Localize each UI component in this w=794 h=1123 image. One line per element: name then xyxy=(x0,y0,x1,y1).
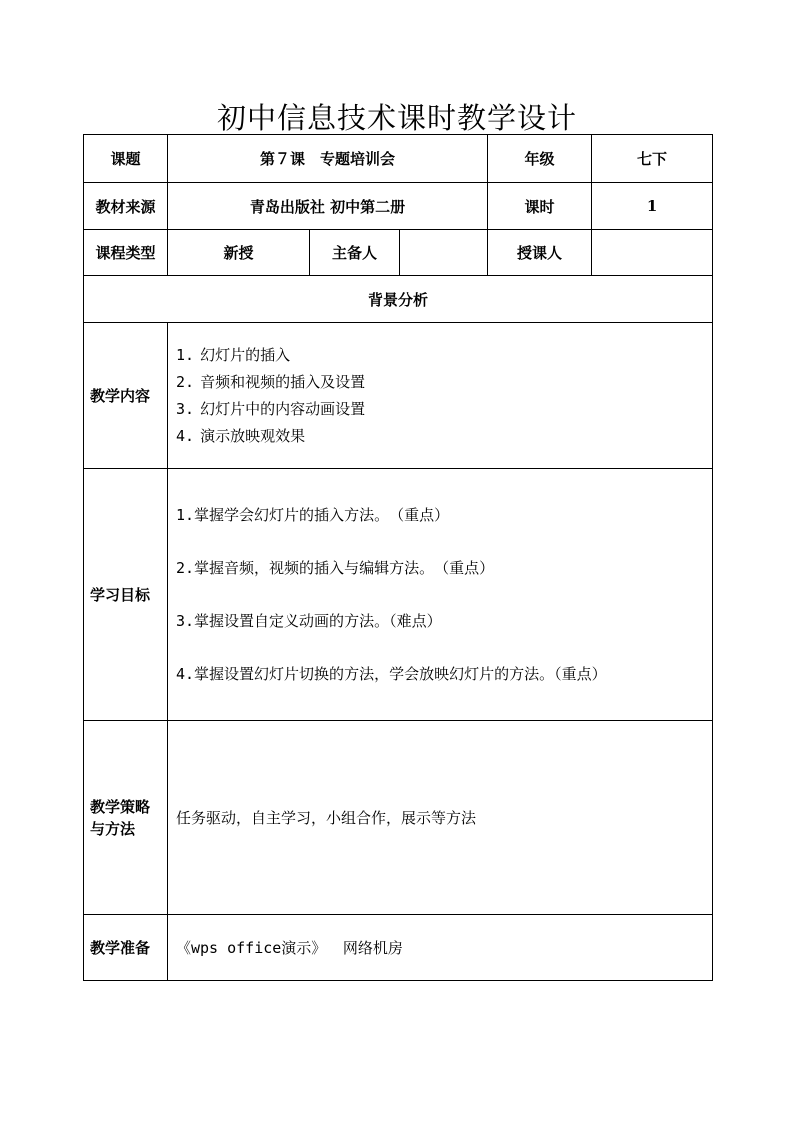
preparer-label: 主备人 xyxy=(310,230,400,276)
page-title: 初中信息技术课时教学设计 xyxy=(216,101,577,135)
header-row-topic xyxy=(84,135,713,183)
hours-value: 1 xyxy=(592,183,713,230)
course-type-value: 新授 xyxy=(168,230,310,276)
objective-item: 3.掌握设置自定义动画的方法。（难点） xyxy=(176,611,442,630)
source-value: 青岛出版社 初中第二册 xyxy=(168,183,488,230)
preparer-value xyxy=(400,230,488,276)
objectives-label: 学习目标 xyxy=(84,469,168,721)
list-item: 3. 幻灯片中的内容动画设置 xyxy=(176,399,366,418)
objective-item: 2.掌握音频，视频的插入与编辑方法。 （重点） xyxy=(176,558,495,577)
header-row-source xyxy=(84,183,713,230)
objective-item: 1.掌握学会幻灯片的插入方法。 （重点） xyxy=(176,505,450,524)
preparation-text: 《wps office演示》 网络机房 xyxy=(168,915,713,981)
strategy-label-line2: 与方法 xyxy=(90,819,136,838)
list-item: 1. 幻灯片的插入 xyxy=(176,345,291,364)
teacher-label: 授课人 xyxy=(488,230,592,276)
objectives-row xyxy=(84,469,713,721)
lesson-plan-table xyxy=(83,134,713,981)
course-type-label: 课程类型 xyxy=(84,230,168,276)
strategy-label xyxy=(84,721,168,915)
list-item: 2. 音频和视频的插入及设置 xyxy=(176,372,366,391)
topic-value: 第７课 专题培训会 xyxy=(168,135,488,183)
preparation-label: 教学准备 xyxy=(84,915,168,981)
content-label: 教学内容 xyxy=(84,323,168,469)
content-row xyxy=(84,323,713,469)
strategy-label-line1: 教学策略 xyxy=(90,797,151,816)
strategy-text: 任务驱动，自主学习，小组合作，展示等方法 xyxy=(168,721,713,915)
topic-label: 课题 xyxy=(84,135,168,183)
content-list xyxy=(176,342,712,450)
teacher-value xyxy=(592,230,713,276)
strategy-row xyxy=(84,721,713,915)
grade-value: 七下 xyxy=(592,135,713,183)
background-row xyxy=(84,276,713,323)
hours-label: 课时 xyxy=(488,183,592,230)
grade-label: 年级 xyxy=(488,135,592,183)
list-item: 4. 演示放映观效果 xyxy=(176,426,306,445)
content-cell xyxy=(168,323,713,469)
background-heading: 背景分析 xyxy=(84,276,713,323)
preparation-row xyxy=(84,915,713,981)
objective-item: 4.掌握设置幻灯片切换的方法，学会放映幻灯片的方法。（重点） xyxy=(176,664,607,683)
source-label: 教材来源 xyxy=(84,183,168,230)
objectives-cell xyxy=(168,469,713,721)
header-row-type xyxy=(84,230,713,276)
